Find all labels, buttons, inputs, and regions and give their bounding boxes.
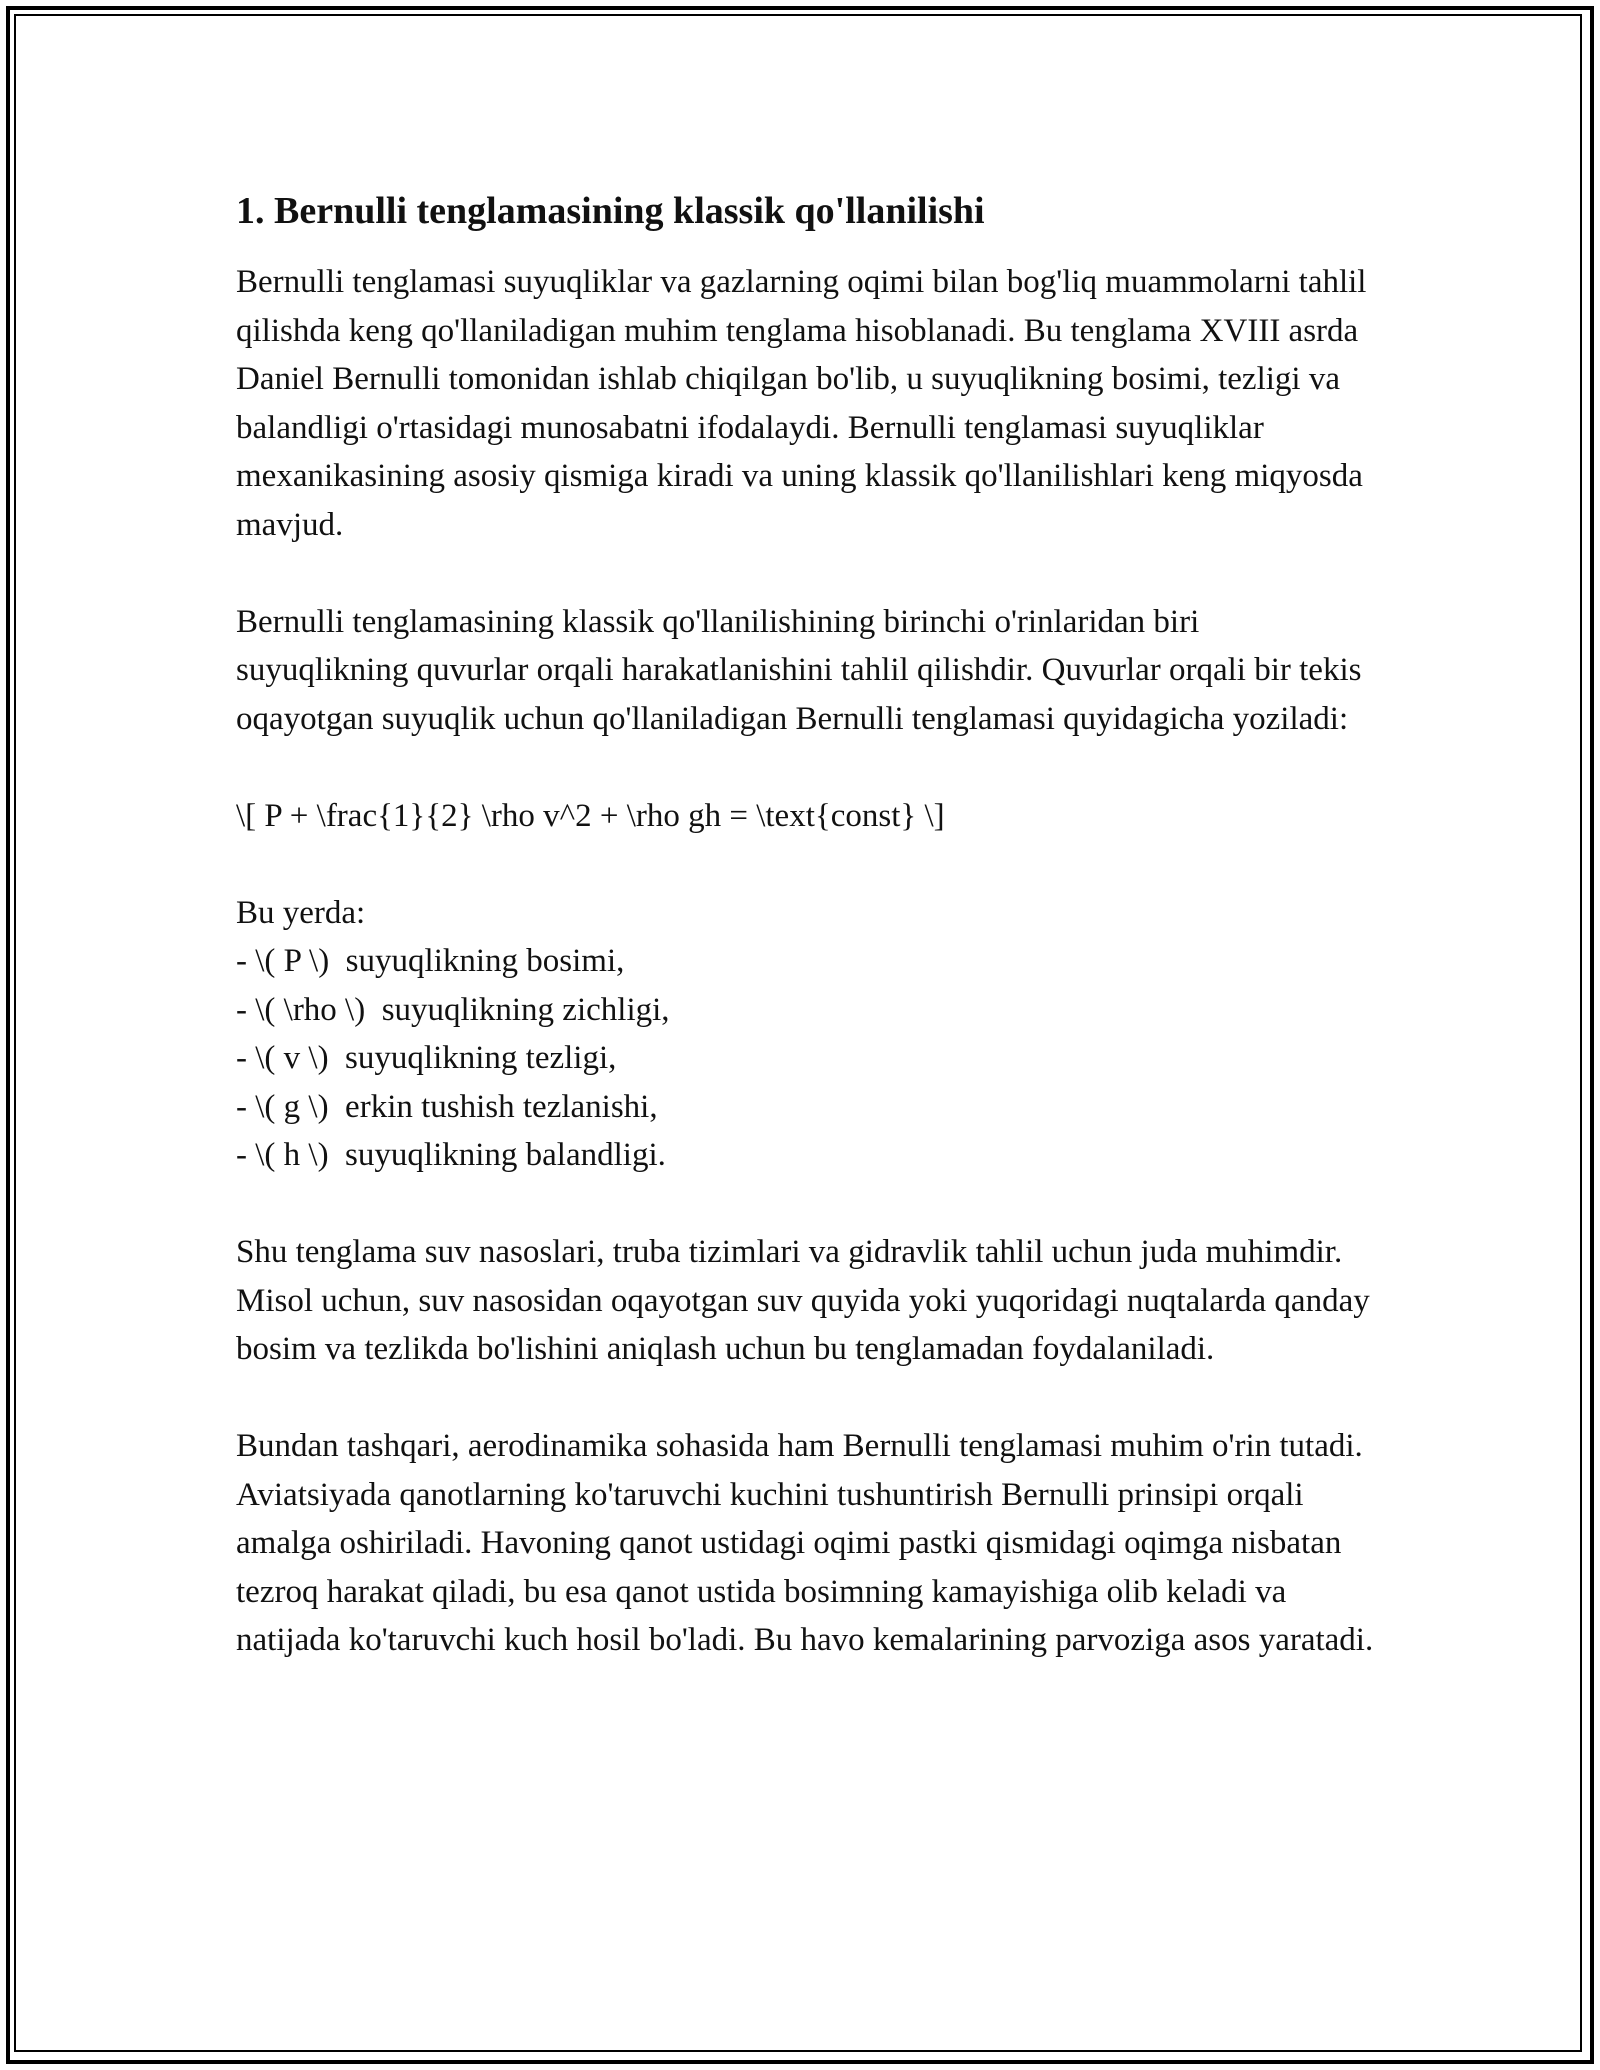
paragraph-pipe-flow: Bernulli tenglamasining klassik qo'llanilishining birinchi o'rinlaridan biri suyuqlikning quvurlar orqali harakatlanishini tahlil qilishdir. Quvurlar orqali bir tekis oqayotgan suyuqlik uchun qo'llaniladigan Bernulli tenglamasi quyidagicha yoziladi: — [236, 603, 1362, 737]
paragraph-aerodynamics: Bundan tashqari, aerodinamika sohasida ham Bernulli tenglamasi muhim o'rin tutadi. Aviatsiyada qanotlarning ko'taruvchi kuchini tushuntirish Bernulli prinsipi orqali amalga oshiriladi. Havoning qanot ustidagi oqimi pastki qismidagi oqimga nisbatan tezroq harakat qiladi, bu esa qanot ustida bosimning kamayishiga olib keladi va natijada ko'taruvchi kuch hosil bo'ladi. Bu havo kemalarining parvoziga asos yaratadi. — [236, 1428, 1374, 1658]
definition-item: - \( P \) suyuqlikning bosimi, — [236, 943, 625, 979]
paragraph-introduction: Bernulli tenglamasi suyuqliklar va gazlarning oqimi bilan bog'liq muammolarni tahlil qilishda keng qo'llaniladigan muhim tenglama hisoblanadi. Bu tenglama XVIII asrda Daniel Bernulli tomonidan ishlab chiqilgan bo'lib, u suyuqlikning bosimi, tezligi va balandligi o'rtasidagi munosabatni ifodalaydi. Bernulli tenglamasi suyuqliklar mexanikasining asosiy qismiga kiradi va uning klassik qo'llanilishlari keng miqyosda mavjud. — [236, 264, 1367, 543]
definition-item: - \( \rho \) suyuqlikning zichligi, — [236, 991, 670, 1028]
definition-item: - \( h \) suyuqlikning balandligi. — [236, 1137, 666, 1173]
definitions-list — [236, 889, 1376, 1180]
paragraph-hydraulics: Shu tenglama suv nasoslari, truba tizimlari va gidravlik tahlil uchun juda muhimdir. Misol uchun, suv nasosidan oqayotgan suv quyida yoki yuqoridagi nuqtalarda qanday bosim va tezlikda bo'lishini aniqlash uchun bu tenglamadan foydalaniladi. — [236, 1234, 1370, 1367]
section-heading: 1. Bernulli tenglamasining klassik qo'llanilishi — [236, 190, 985, 232]
definition-item: - \( g \) erkin tushish tezlanishi, — [236, 1088, 658, 1125]
definition-item: - \( v \) suyuqlikning tezligi, — [236, 1040, 617, 1076]
document-body — [236, 186, 1376, 1713]
definitions-intro: Bu yerda: — [236, 894, 366, 931]
bernoulli-formula: \[ P + \frac{1}{2} \rho v^2 + \rho gh = \text{const} \] — [236, 797, 945, 834]
